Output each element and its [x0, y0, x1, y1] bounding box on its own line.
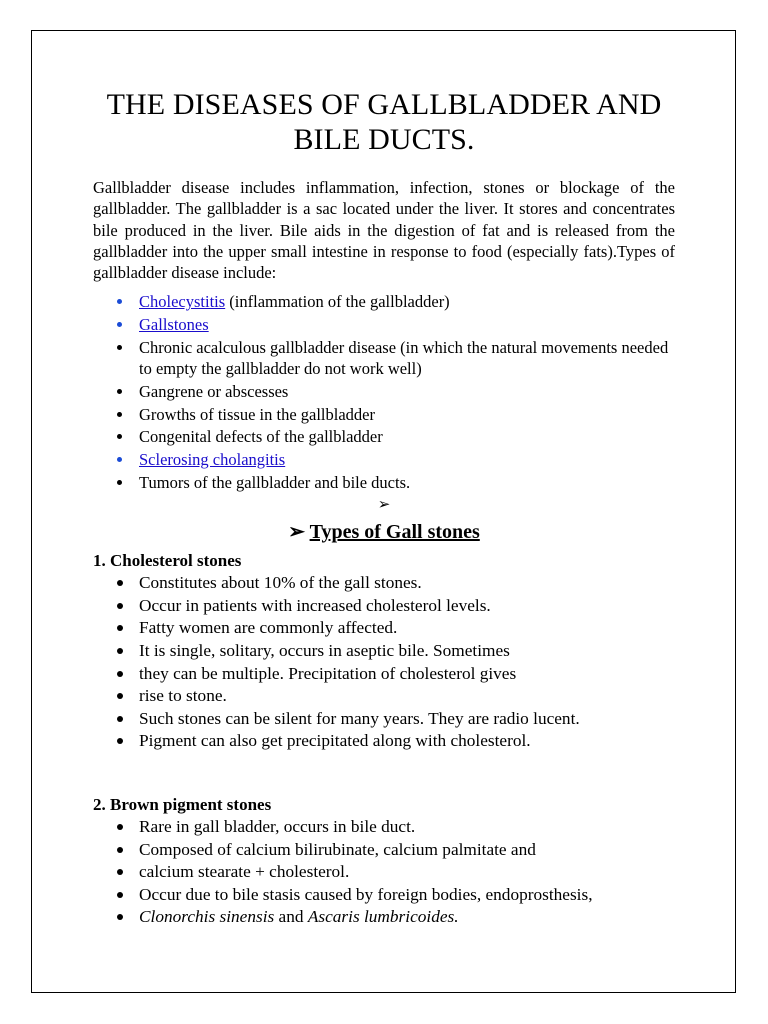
list-item-growths: Growths of tissue in the gallbladder — [93, 404, 675, 426]
list-item: Rare in gall bladder, occurs in bile duct. — [93, 816, 675, 839]
organism-ascaris: Ascaris lumbricoides. — [307, 907, 459, 927]
disease-list — [93, 291, 675, 493]
list-item-sclerosing — [93, 449, 675, 471]
title-line-1: THE DISEASES OF GALLBLADDER AND — [106, 88, 662, 121]
list-item: Composed of calcium bilirubinate, calcium palmitate and — [93, 839, 675, 862]
title-line-2: BILE DUCTS. — [293, 123, 475, 156]
page-title — [93, 87, 675, 157]
types-heading-text: Types of Gall stones — [309, 521, 480, 544]
document-content — [93, 87, 675, 929]
list-item-tumors: Tumors of the gallbladder and bile ducts. — [93, 472, 675, 494]
arrow-bullet-icon: ➢ — [377, 497, 391, 514]
gallstones-link[interactable]: Gallstones — [139, 315, 209, 335]
list-item: Constitutes about 10% of the gall stones. — [93, 572, 675, 595]
list-item: Pigment can also get precipitated along with cholesterol. — [93, 730, 675, 753]
organism-clonorchis: Clonorchis sinensis — [139, 907, 275, 927]
list-item: calcium stearate + cholesterol. — [93, 861, 675, 884]
list-item-cholecystitis — [93, 291, 675, 313]
list-item: rise to stone. — [93, 685, 675, 708]
list-item: Occur in patients with increased cholesterol levels. — [93, 595, 675, 618]
intro-paragraph: Gallbladder disease includes inflammation, infection, stones or blockage of the gallbladder. The gallbladder is a sac located under the liver. It stores and concentrates bile produced in the liver. Bile aids in the digestion of fat and is released from the gallbladder into the upper small intestine in response to food (especially fats).Types of gallbladder disease include: — [93, 178, 675, 283]
cholecystitis-desc: (inflammation of the gallbladder) — [225, 292, 450, 312]
list-item: they can be multiple. Precipitation of cholesterol gives — [93, 663, 675, 686]
list-item-chronic: Chronic acalculous gallbladder disease (in which the natural movements needed to empty the gallbladder do not work well) — [93, 337, 675, 380]
list-item-congenital: Congenital defects of the gallbladder — [93, 426, 675, 448]
brown-pigment-points — [93, 816, 675, 929]
sclerosing-cholangitis-link[interactable]: Sclerosing cholangitis — [139, 450, 286, 470]
list-item-gangrene: Gangrene or abscesses — [93, 381, 675, 403]
list-item: It is single, solitary, occurs in aseptic bile. Sometimes — [93, 640, 675, 663]
types-heading — [93, 519, 675, 545]
cholesterol-points — [93, 572, 675, 753]
list-item: Fatty women are commonly affected. — [93, 617, 675, 640]
section-brown-pigment-title: 2. Brown pigment stones — [93, 795, 272, 815]
cholecystitis-link[interactable]: Cholecystitis — [139, 292, 226, 312]
list-item-organisms — [93, 906, 675, 929]
and-text: and — [274, 907, 308, 927]
list-item: Occur due to bile stasis caused by foreign bodies, endoprosthesis, — [93, 884, 675, 907]
heading-arrow-icon: ➢ — [288, 521, 305, 544]
list-item: Such stones can be silent for many years. They are radio lucent. — [93, 708, 675, 731]
section-cholesterol-title: 1. Cholesterol stones — [93, 551, 242, 571]
list-item-gallstones — [93, 314, 675, 336]
